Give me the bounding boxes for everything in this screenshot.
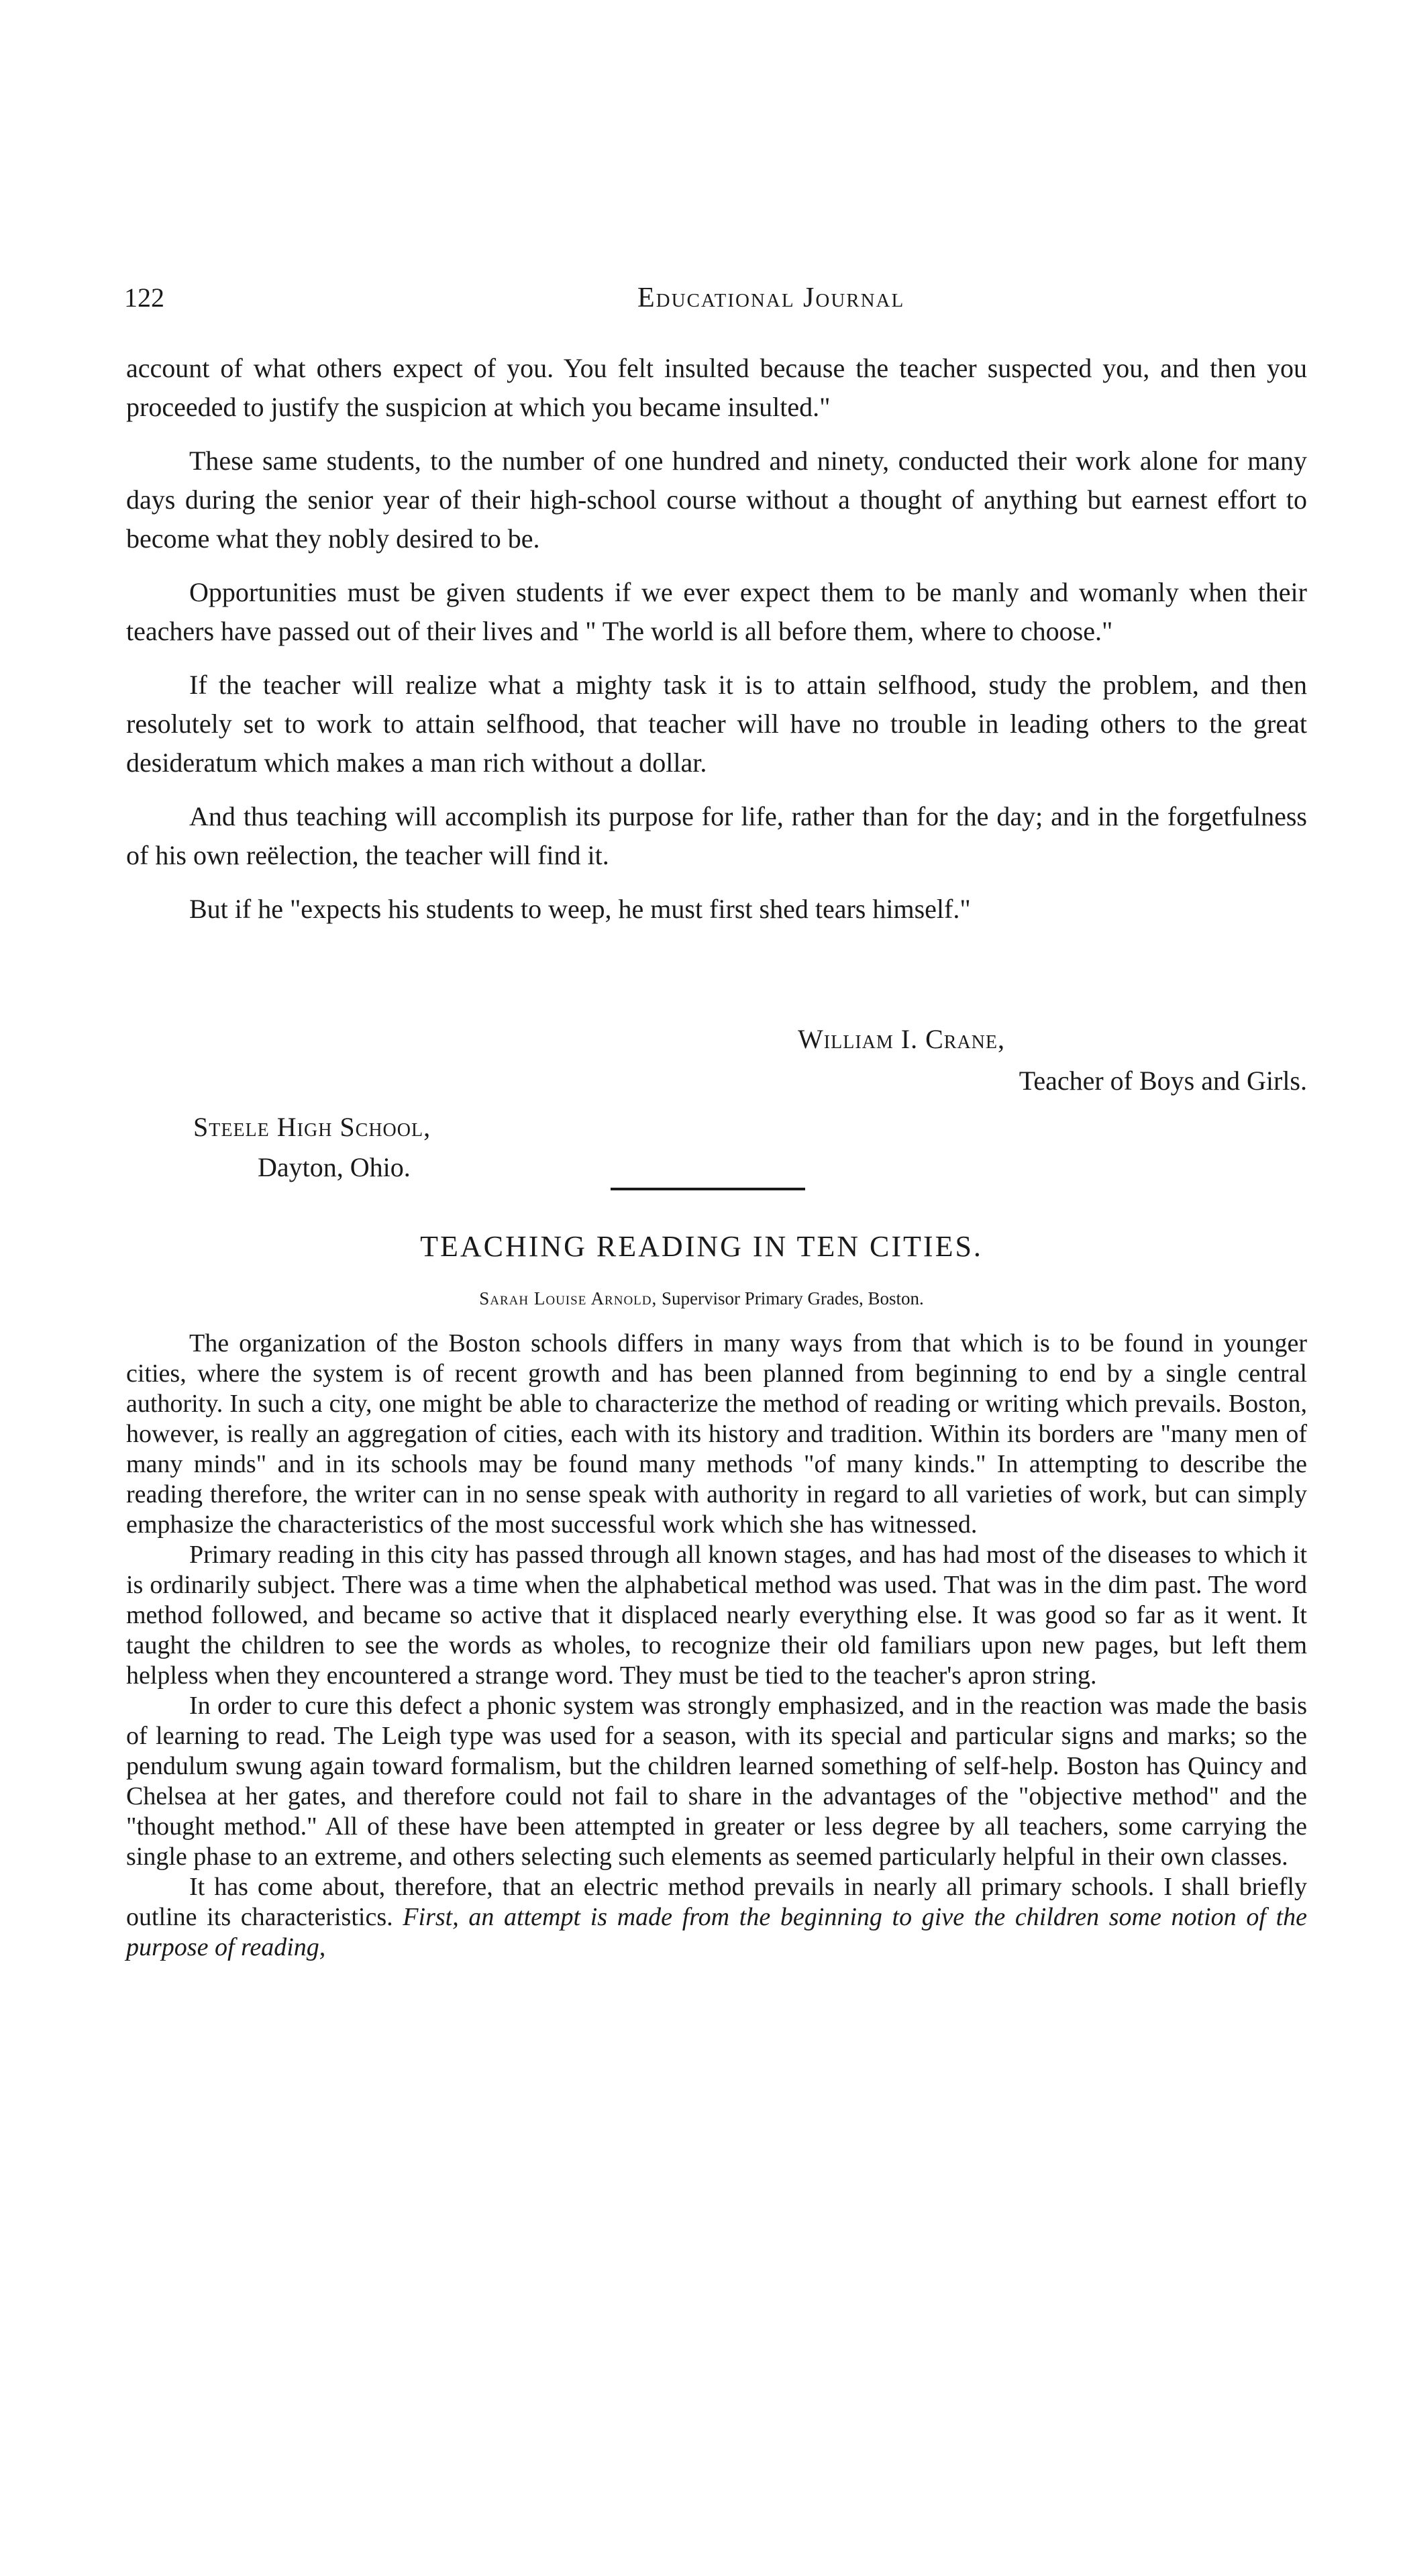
article-byline bbox=[0, 1288, 1403, 1309]
byline-role: Supervisor Primary Grades, Boston. bbox=[657, 1288, 924, 1308]
article-title: TEACHING READING IN TEN CITIES. bbox=[420, 1230, 983, 1263]
paragraph-text: It has come about, therefore, that an electric method prevails in nearly all primary schools. I shall briefly outline its characteristics. bbox=[126, 1873, 1307, 1931]
paragraph: These same students, to the number of one hundred and ninety, conducted their work alone for many days during the senior year of their high-school course without a thought of anything but earnest effort to become what they nobly desired to be. bbox=[126, 446, 1307, 554]
page-number: 122 bbox=[124, 282, 164, 313]
signature-name: William I. Crane, bbox=[798, 1024, 1005, 1054]
journal-title: Educational Journal bbox=[637, 282, 905, 313]
running-head bbox=[124, 282, 1305, 322]
paragraph-italic-text: First, an attempt is made from the beginning to give the children some notion of the purpose of reading, bbox=[126, 1903, 1307, 1961]
paragraph: account of what others expect of you. You felt insulted because the teacher suspected you, and then you proceeded to justify the suspicion at which you became insulted." bbox=[126, 353, 1307, 422]
previous-article-conclusion bbox=[126, 349, 1307, 943]
section-divider bbox=[611, 1188, 805, 1190]
school-city: Dayton, Ohio. bbox=[258, 1152, 411, 1182]
paragraph: And thus teaching will accomplish its purpose for life, rather than for the day; and in the forgetfulness of his own reëlection, the teacher will find it. bbox=[126, 801, 1307, 870]
school-name: Steele High School, bbox=[193, 1112, 431, 1142]
paragraph bbox=[126, 1872, 1307, 1963]
paragraph: In order to cure this defect a phonic system was strongly emphasized, and in the reaction was made the basis of learning to read. The Leigh type was used for a season, with its special and particular signs and marks; so the pendulum swung again toward formalism, but the children learned something of self-help. Boston has Quincy and Chelsea at her gates, and therefore could not fail to share in the advantages of the "objective method" and the "thought method." All of these have been attempted in greater or less degree by all teachers, some carrying the single phase to an extreme, and others selecting such elements as seemed particularly helpful in their own classes. bbox=[126, 1692, 1307, 1871]
school-address bbox=[193, 1107, 730, 1188]
paragraph: But if he "expects his students to weep, he must first shed tears himself." bbox=[189, 894, 971, 924]
paragraph: If the teacher will realize what a mighty task it is to attain selfhood, study the problem, and then resolutely set to work to attain selfhood, that teacher will have no trouble in leading others to the great desideratum which makes a man rich without a dollar. bbox=[126, 670, 1307, 778]
paragraph: Primary reading in this city has passed through all known stages, and has had most of the diseases to which it is ordinarily subject. There was a time when the alphabetical method was used. That was in the dim past. The word method followed, and became so active that it displaced nearly everything else. It was good so far as it went. It taught the children to see the words as wholes, to recognize their old familiars upon new pages, but left them helpless when they encountered a strange word. They must be tied to the teacher's apron string. bbox=[126, 1541, 1307, 1690]
paragraph: The organization of the Boston schools differs in many ways from that which is to be found in younger cities, where the system is of recent growth and has been planned from beginning to end by a single central authority. In such a city, one might be able to characterize the method of reading or writing which prevails. Boston, however, is really an aggregation of cities, each with its history and tradition. Within its borders are "many men of many minds" and in its schools may be found many methods "of many kinds." In attempting to describe the reading therefore, the writer can in no sense speak with authority in regard to all varieties of work, but can simply emphasize the characteristics of the most successful work which she has witnessed. bbox=[126, 1329, 1307, 1539]
byline-author: Sarah Louise Arnold, bbox=[479, 1288, 658, 1308]
author-signature bbox=[126, 1020, 1307, 1107]
article-body bbox=[126, 1329, 1307, 1963]
signature-role: Teacher of Boys and Girls. bbox=[1019, 1066, 1307, 1096]
paragraph: Opportunities must be given students if we ever expect them to be manly and womanly when their teachers have passed out of their lives and " The world is all before them, where to choose." bbox=[126, 577, 1307, 646]
